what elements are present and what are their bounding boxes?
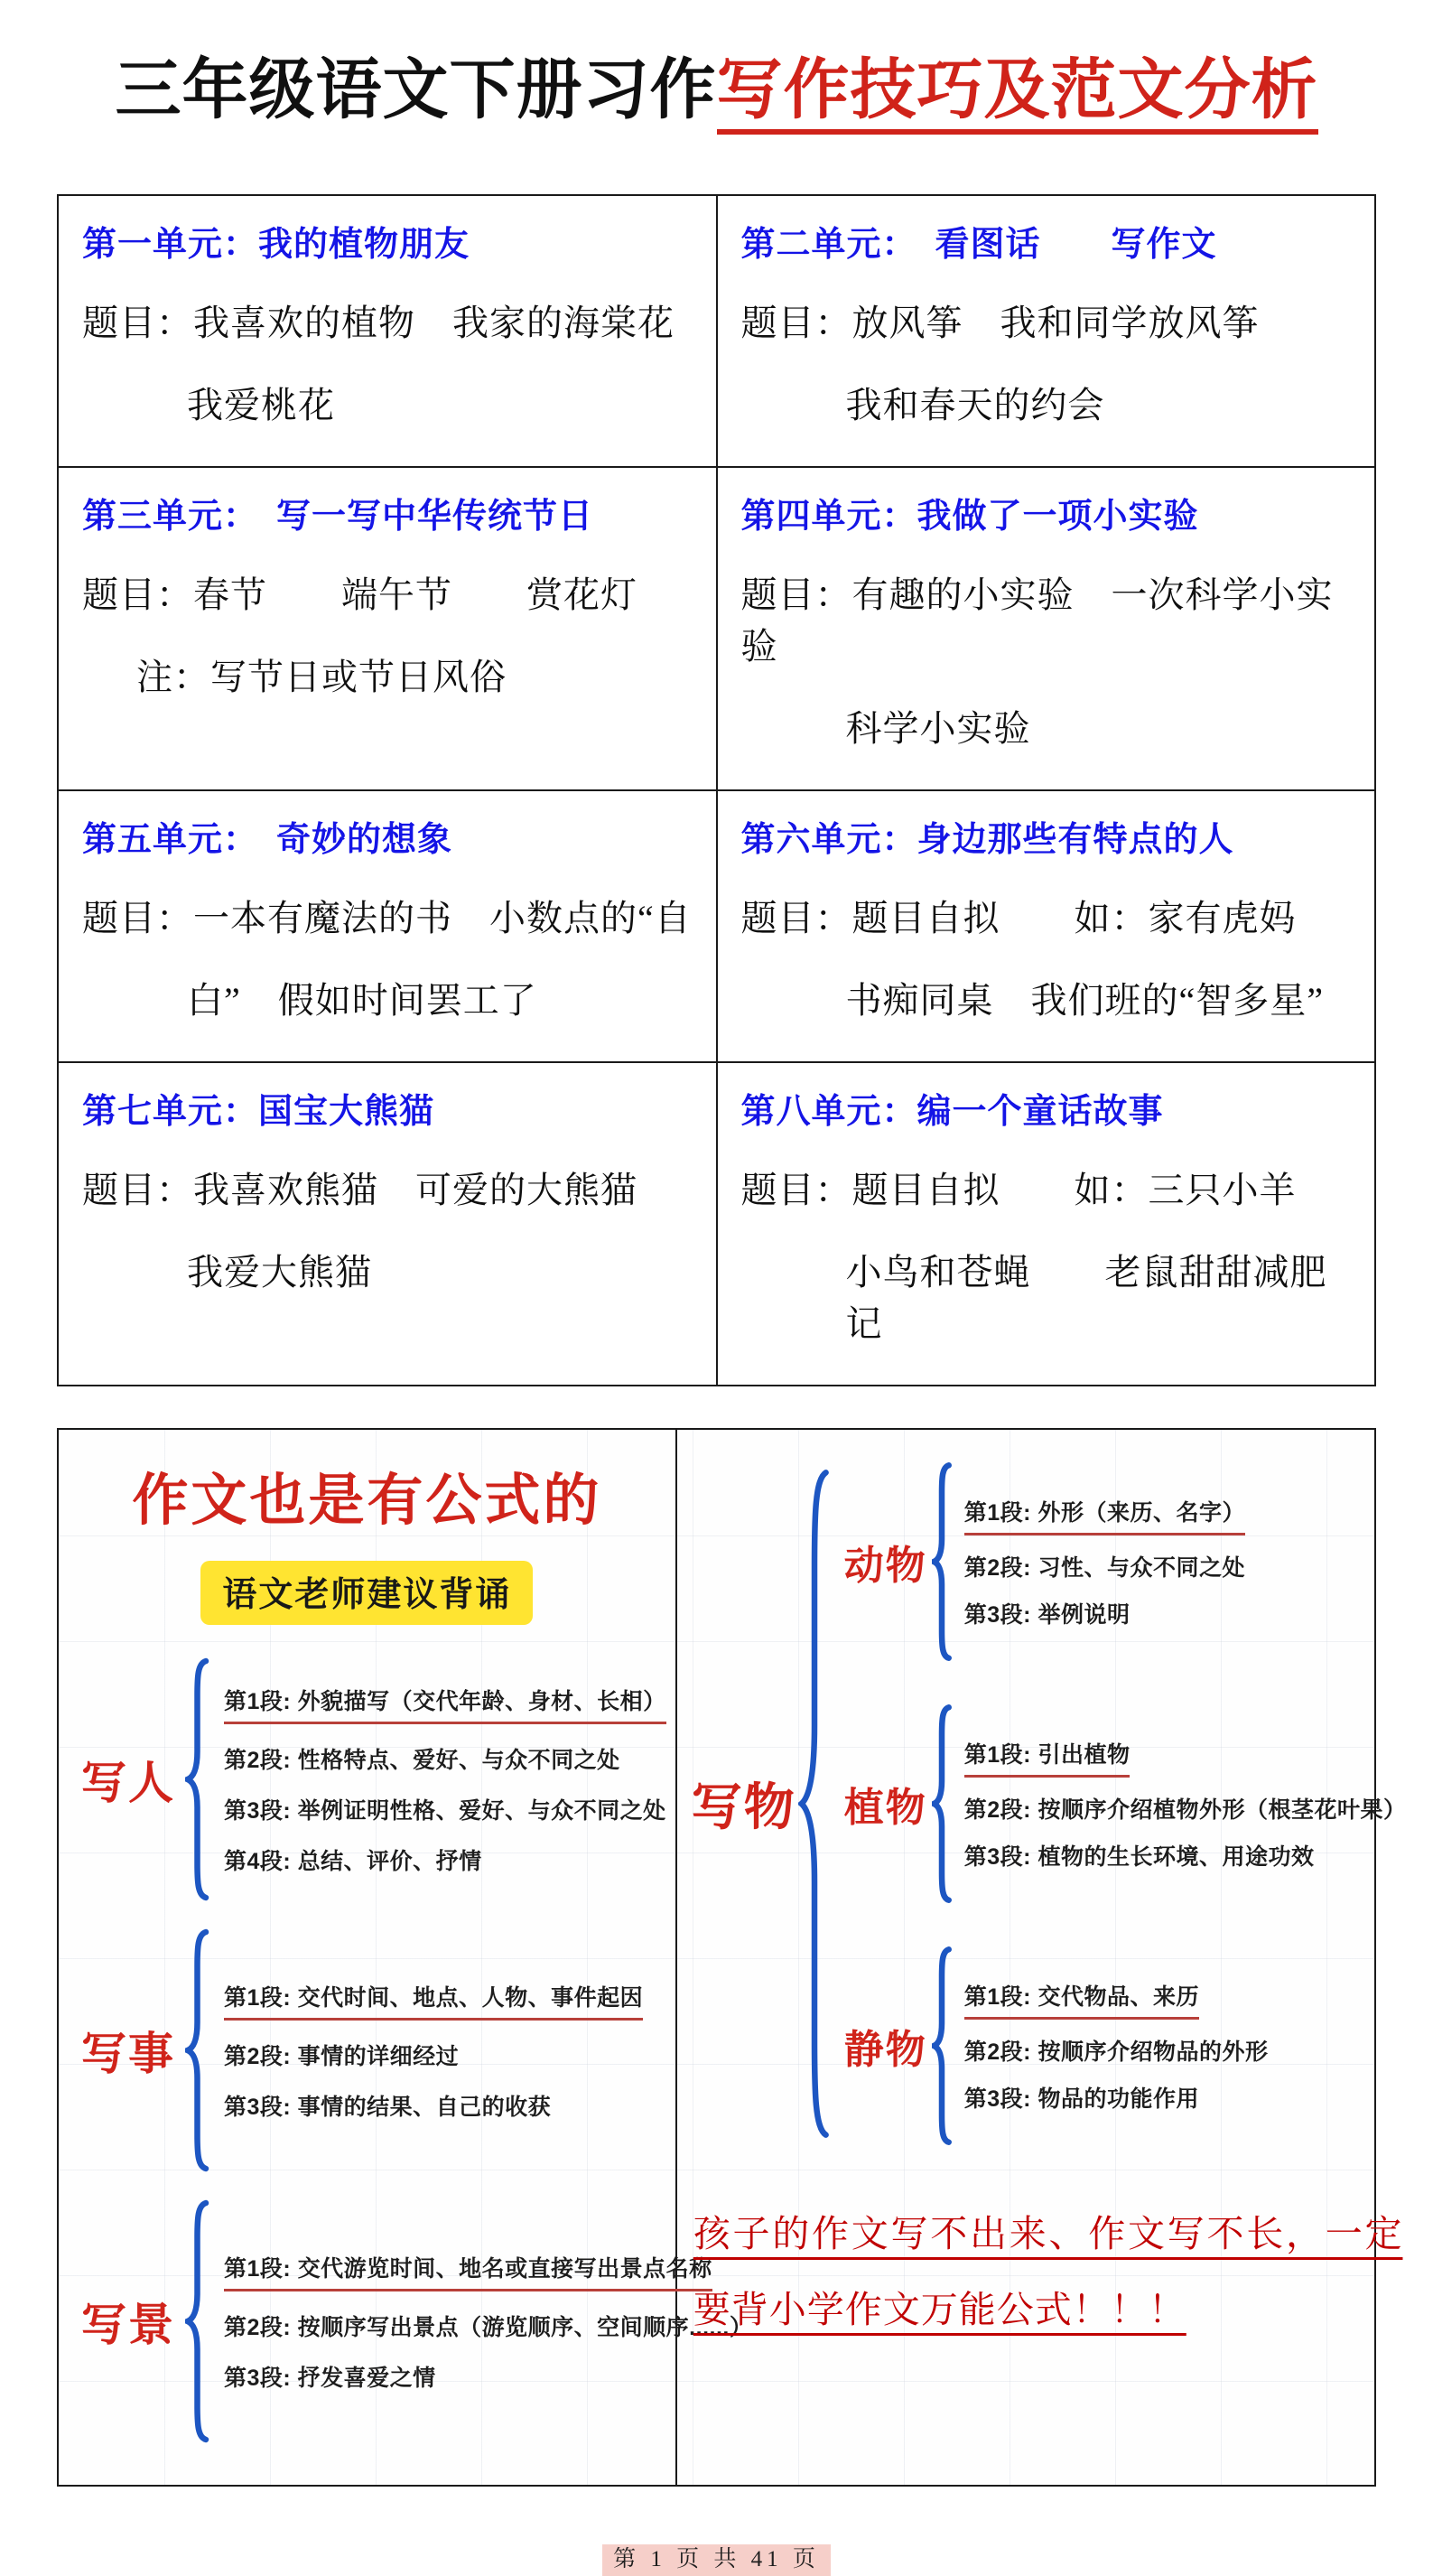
mindmap-group (842, 1704, 1407, 1903)
unit-cell (717, 790, 1376, 1062)
branch-label: 动物 (843, 1543, 927, 1589)
branch-item: 第3段: 抒发喜爱之情 (224, 2365, 436, 2391)
badge-wrap (75, 1561, 659, 1625)
branch-item: 第1段: 引出植物 (964, 1737, 1131, 1778)
curly-brace-icon (798, 1462, 831, 2145)
unit-cell (717, 1062, 1376, 1386)
poster-right-panel (677, 1430, 1430, 2485)
branch-item: 第2段: 按顺序介绍植物外形（根茎花叶果） (963, 1797, 1407, 1823)
units-table (57, 194, 1376, 1386)
poster-title: 作文也是有公式的 (132, 1467, 602, 1533)
units-table-row (58, 467, 1375, 790)
branch-item: 第3段: 事情的结果、自己的收获 (224, 2094, 552, 2120)
unit-cell (717, 467, 1376, 790)
units-table-row (58, 1062, 1375, 1386)
unit-topic-line: 书痴同桌 我们班的“智多星” (845, 980, 1325, 1021)
curly-brace-icon (185, 2199, 209, 2443)
branch-label: 静物 (843, 2027, 927, 2073)
unit-topic-line: 题目：我喜欢的植物 我家的海棠花 (82, 303, 675, 343)
unit-header: 第七单元：国宝大熊猫 (82, 1093, 435, 1131)
units-table-row (58, 790, 1375, 1062)
unit-header: 第三单元： 写一写中华传统节日 (82, 498, 594, 536)
branch-item: 第1段: 外貌描写（交代年龄、身材、长相） (224, 1684, 666, 1724)
mindmap-group (77, 1657, 666, 1901)
unit-topic-line: 题目：题目自拟 如：三只小羊 (740, 1170, 1297, 1210)
branch-items (224, 1657, 666, 1901)
unit-topic-line: 科学小实验 (845, 708, 1031, 749)
formula-poster (57, 1428, 1407, 2487)
unit-topic-line: 题目：有趣的小实验 一次科学小实验 (740, 574, 1334, 667)
unit-cell (58, 1062, 717, 1386)
unit-header: 第五单元： 奇妙的想象 (82, 821, 453, 859)
branch-item: 第2段: 按顺序介绍物品的外形 (963, 2039, 1269, 2065)
curly-brace-icon (932, 1462, 952, 1661)
unit-topic-line: 题目：我喜欢熊猫 可爱的大熊猫 (82, 1170, 637, 1210)
branch-label: 写景 (81, 2298, 175, 2351)
unit-topic-line: 注：写节日或节日风俗 (136, 657, 507, 697)
unit-cell (717, 195, 1376, 467)
branch-item: 第2段: 事情的详细经过 (224, 2043, 460, 2069)
poster-note: 孩子的作文写不出来、作文写不长，一定要背小学作文万能公式！！！ (693, 2213, 1403, 2331)
mindmap-group (842, 1462, 1407, 1661)
branch-items (224, 1928, 643, 2172)
unit-topic-line: 白” 假如时间罢工了 (187, 980, 537, 1021)
worksheet-page (0, 36, 1433, 2573)
unit-topic-line: 我爱大熊猫 (187, 1252, 372, 1293)
unit-cell (58, 195, 717, 467)
branch-item: 第3段: 举例证明性格、爱好、与众不同之处 (224, 1797, 666, 1824)
title-black-part: 三年级语文下册习作 (115, 53, 717, 126)
mindmap-group (77, 1928, 659, 2172)
branch-item: 第2段: 习性、与众不同之处 (963, 1554, 1245, 1581)
unit-topic-line: 题目：题目自拟 如：家有虎妈 (740, 898, 1297, 938)
page-title (18, 36, 1415, 131)
teacher-advice-badge: 语文老师建议背诵 (200, 1561, 533, 1625)
branch-item: 第3段: 植物的生长环境、用途功效 (963, 1843, 1315, 1870)
curly-brace-icon (932, 1946, 952, 2145)
page-number: 第 1 页 共 41 页 (602, 2544, 831, 2576)
unit-cell (58, 467, 717, 790)
branch-item: 第1段: 交代物品、来历 (964, 1979, 1199, 2020)
branch-items (224, 2199, 752, 2443)
page-footer (0, 2541, 1433, 2573)
units-table-row (58, 195, 1375, 467)
branch-item: 第3段: 举例说明 (963, 1601, 1131, 1628)
branch-item: 第2段: 性格特点、爱好、与众不同之处 (224, 1747, 620, 1773)
unit-topic-line: 我和春天的约会 (845, 385, 1105, 425)
unit-header: 第一单元：我的植物朋友 (82, 226, 470, 264)
curly-brace-icon (185, 1928, 209, 2172)
unit-topic-line: 题目：春节 端午节 赏花灯 (82, 574, 637, 615)
unit-cell (58, 790, 717, 1062)
branch-item: 第3段: 物品的功能作用 (963, 2086, 1199, 2112)
curly-brace-icon (185, 1657, 209, 1901)
branch-item: 第1段: 外形（来历、名字） (964, 1495, 1245, 1535)
branch-item: 第1段: 交代游览时间、地名或直接写出景点名称 (224, 2251, 712, 2291)
title-red-part: 写作技巧及范文分析 (717, 53, 1318, 135)
right-mindmap-groups (842, 1462, 1407, 2145)
unit-header: 第四单元：我做了一项小实验 (740, 498, 1199, 536)
unit-topic-line: 小鸟和苍蝇 老鼠甜甜减肥记 (845, 1252, 1327, 1344)
branch-item: 第2段: 按顺序写出景点（游览顺序、空间顺序......） (224, 2314, 753, 2340)
unit-header: 第八单元：编一个童话故事 (740, 1093, 1164, 1131)
branch-items (964, 1946, 1269, 2145)
branch-item: 第1段: 交代时间、地点、人物、事件起因 (224, 1980, 643, 2021)
unit-topic-line: 题目：一本有魔法的书 小数点的“自 (82, 898, 692, 938)
unit-header: 第二单元： 看图话 写作文 (740, 226, 1217, 264)
unit-topic-line: 题目：放风筝 我和同学放风筝 (740, 303, 1260, 343)
unit-header: 第六单元：身边那些有特点的人 (740, 821, 1234, 859)
branch-label: 写事 (81, 2027, 175, 2080)
branch-items (964, 1462, 1245, 1661)
things-mindmap (692, 1462, 1407, 2145)
branch-label: 植物 (843, 1785, 927, 1831)
root-branch-label: 写物 (691, 1778, 796, 1837)
unit-topic-line: 我爱桃花 (187, 385, 335, 425)
branch-items (964, 1704, 1407, 1903)
mindmap-group (842, 1946, 1407, 2145)
branch-item: 第4段: 总结、评价、抒情 (224, 1848, 482, 1874)
mindmap-group (77, 2199, 753, 2443)
branch-label: 写人 (81, 1756, 175, 1809)
curly-brace-icon (932, 1704, 952, 1903)
